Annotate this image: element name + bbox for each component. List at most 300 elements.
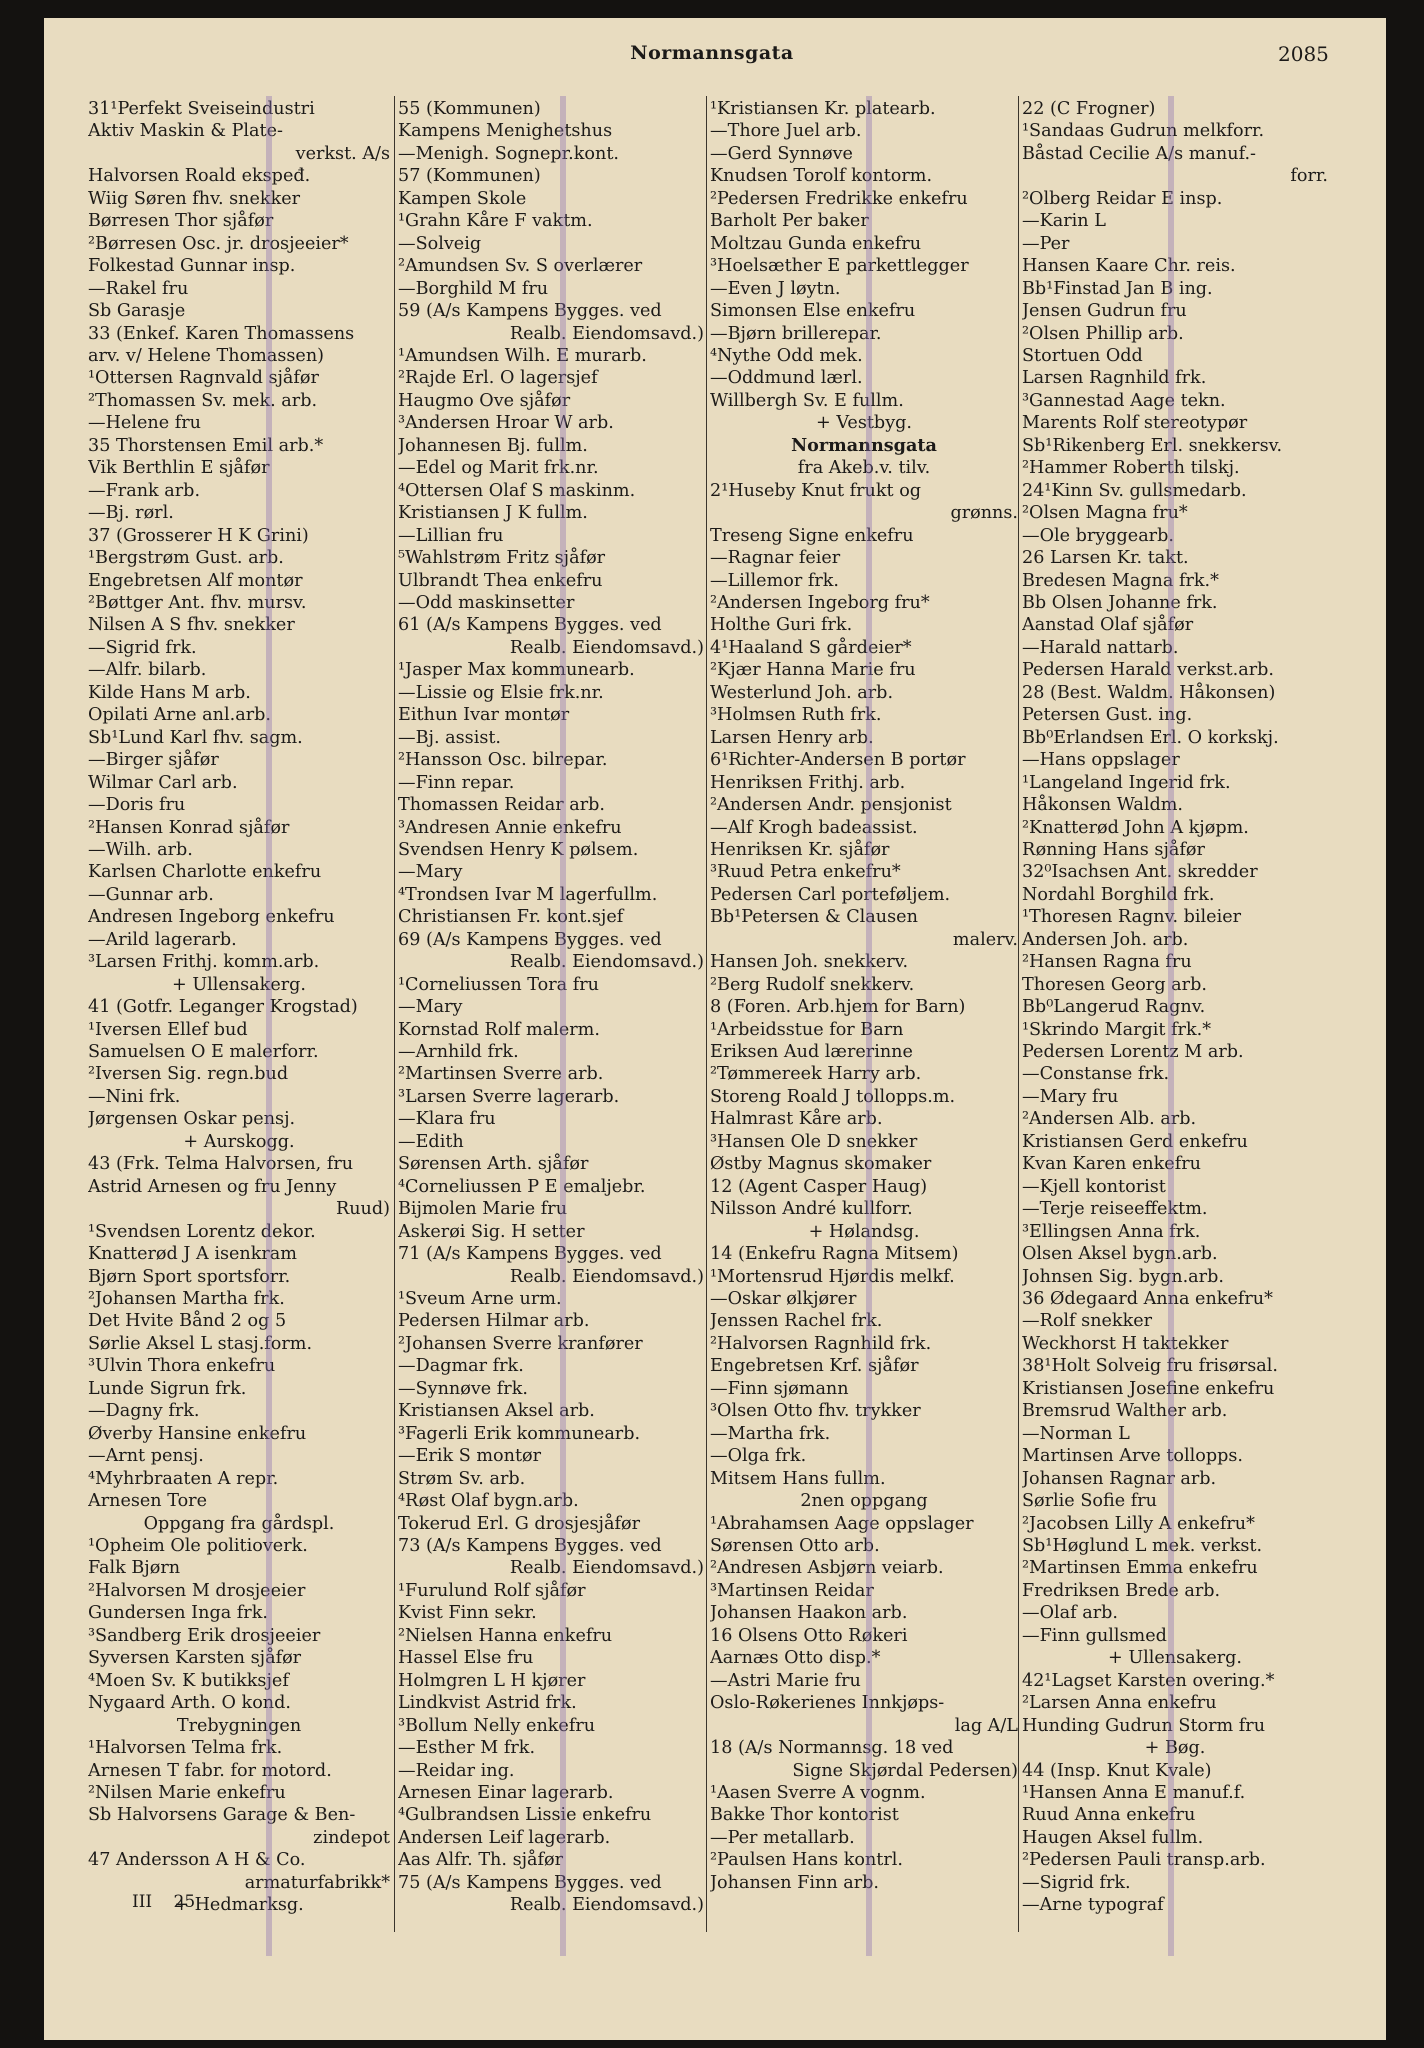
entry-line: ²Nilsen Marie enkefru bbox=[88, 1782, 286, 1803]
entry-line: Falk Bjørn bbox=[88, 1558, 181, 1579]
entry-line: Normannsgata bbox=[791, 434, 937, 456]
entry-line: ²Andersen Ingeborg fru* bbox=[710, 592, 930, 613]
entry-line: + Hedmarksg. bbox=[174, 1895, 304, 1916]
entry-line: ²Pedersen Fredrikke enkefru bbox=[710, 188, 968, 209]
entry-line: ²Berg Rudolf snekkerv. bbox=[710, 974, 915, 995]
entry-line: ³Fagerli Erik kommunearb. bbox=[398, 1423, 641, 1444]
entry-line: ²Amundsen Sv. S overlærer bbox=[398, 256, 643, 277]
entry-line: Sb¹Høglund L mek. verkst. bbox=[1022, 1536, 1263, 1556]
entry-line: 47 Andersson A H & Co. bbox=[88, 1850, 306, 1871]
entry-line: Engebretsen Krf. sjåfør bbox=[710, 1356, 919, 1377]
entry-line: —Oskar ølkjører bbox=[710, 1289, 857, 1310]
entry-line: ²Børresen Osc. jr. drosjeeier* bbox=[88, 233, 349, 254]
entry-line: Kvan Karen enkefru bbox=[1022, 1154, 1201, 1175]
entry-line: —Per metallarb. bbox=[710, 1827, 855, 1848]
entry-line: Astrid Arnesen og fru Jenny bbox=[88, 1176, 337, 1197]
entry-line: + Vestbyg. bbox=[816, 413, 912, 434]
entry-line: ⁴Ottersen Olaf S maskinm. bbox=[398, 480, 636, 501]
entry-line: Bb¹Finstad Jan B ing. bbox=[1022, 278, 1213, 299]
entry-line: Bremsrud Walther arb. bbox=[1022, 1401, 1228, 1422]
entry-line: Wilmar Carl arb. bbox=[88, 772, 238, 793]
entry-line: Arnesen Einar lagerarb. bbox=[398, 1782, 614, 1803]
entry-line: —Helene fru bbox=[88, 413, 201, 434]
entry-line: 41 (Gotfr. Leganger Krogstad) bbox=[88, 997, 358, 1018]
entry-line: Pedersen Carl porteføljem. bbox=[710, 884, 951, 905]
entry-line: ¹Bergstrøm Gust. arb. bbox=[88, 548, 284, 569]
entry-line: Martinsen Arve tollopps. bbox=[1022, 1446, 1244, 1467]
entry-line: Simonsen Else enkefru bbox=[710, 301, 916, 322]
entry-line: ³Bollum Nelly enkefru bbox=[398, 1715, 596, 1736]
entry-line: 44 (Insp. Knut Kvale) bbox=[1022, 1760, 1212, 1781]
entry-line: Bb¹Petersen & Clausen bbox=[710, 907, 918, 928]
entry-line: Sørlie Sofie fru bbox=[1022, 1491, 1157, 1512]
entry-line: Eriksen Aud lærerinne bbox=[710, 1042, 913, 1063]
entry-line: —Alf Krogh badeassist. bbox=[710, 817, 918, 838]
entry-line: —Sigrid frk. bbox=[1022, 1872, 1131, 1893]
entry-line: ²Hansen Ragna fru bbox=[1022, 952, 1192, 973]
entry-line: Bb Olsen Johanne frk. bbox=[1022, 592, 1218, 613]
entry-line: —Frank arb. bbox=[88, 480, 201, 501]
entry-line: ¹Abrahamsen Aage oppslager bbox=[710, 1513, 974, 1534]
entry-line: Sørensen Otto arb. bbox=[710, 1536, 880, 1556]
entry-line: Jensen Gudrun fru bbox=[1022, 301, 1187, 322]
entry-line: ²Andersen Alb. arb. bbox=[1022, 1109, 1197, 1130]
entry-line: Karlsen Charlotte enkefru bbox=[88, 862, 322, 883]
entry-line: ³Larsen Sverre lagerarb. bbox=[398, 1086, 620, 1107]
entry-line: Aarnæs Otto disp.* bbox=[710, 1648, 881, 1669]
entry-line: Kristiansen Aksel arb. bbox=[398, 1401, 595, 1422]
entry-line: + Bøg. bbox=[1144, 1738, 1206, 1759]
entry-line: Tokerud Erl. G drosjesjåfør bbox=[398, 1513, 640, 1534]
entry-line: ²Iversen Sig. regn.bud bbox=[88, 1064, 289, 1085]
entry-line: Barholt Per baker bbox=[710, 211, 869, 232]
entry-line: arv. v/ Helene Thomassen) bbox=[88, 345, 325, 366]
entry-line: —Mary bbox=[398, 862, 463, 883]
entry-line: 24¹Kinn Sv. gullsmedarb. bbox=[1022, 480, 1247, 501]
entry-line: —Terje reiseeffektm. bbox=[1022, 1199, 1208, 1220]
entry-line: —Esther M frk. bbox=[398, 1738, 536, 1759]
entry-line: Oslo-Røkerienes Innkjøps- bbox=[710, 1693, 945, 1714]
entry-line: Mitsem Hans fullm. bbox=[710, 1468, 886, 1489]
entry-line: zindepot bbox=[313, 1827, 390, 1848]
entry-line: ⁴Moen Sv. K butikksjef bbox=[88, 1670, 289, 1691]
entry-line: ⁴Myhrbraaten A repr. bbox=[88, 1468, 279, 1489]
entry-line: ¹Kristiansen Kr. platearb. bbox=[710, 99, 936, 119]
entry-line: Pedersen Hilmar arb. bbox=[398, 1311, 590, 1332]
entry-line: Kristiansen J K fullm. bbox=[398, 503, 588, 524]
entry-line: —Norman L bbox=[1022, 1423, 1130, 1444]
entry-line: ¹Halvorsen Telma frk. bbox=[88, 1738, 283, 1759]
entry-line: —Per bbox=[1022, 233, 1070, 254]
entry-line: 36 Ødegaard Anna enkefru* bbox=[1022, 1289, 1273, 1310]
entry-line: ²Paulsen Hans kontrl. bbox=[710, 1850, 903, 1871]
entry-line: Ruud) bbox=[335, 1199, 390, 1220]
entry-line: Østby Magnus skomaker bbox=[710, 1154, 932, 1175]
entry-line: 69 (A/s Kampens Bygges. ved bbox=[398, 929, 662, 950]
entry-line: Kampen Skole bbox=[398, 188, 527, 209]
entry-line: —Nini frk. bbox=[88, 1086, 181, 1107]
entry-line: —Kjell kontorist bbox=[1022, 1176, 1166, 1197]
entry-line: Sb¹Lund Karl fhv. sagm. bbox=[88, 727, 303, 748]
entry-line: Halvorsen Roald ekspeđ. bbox=[88, 166, 311, 187]
entry-line: —Synnøve frk. bbox=[398, 1378, 528, 1399]
entry-line: —Dagny frk. bbox=[88, 1401, 200, 1422]
entry-line: —Klara fru bbox=[398, 1109, 496, 1130]
entry-line: Øverby Hansine enkefru bbox=[88, 1423, 307, 1444]
entry-line: —Oddmund lærl. bbox=[710, 368, 863, 389]
entry-line: Henriksen Kr. sjåfør bbox=[710, 839, 890, 860]
entry-line: 2nen oppgang bbox=[800, 1491, 928, 1512]
entry-line: Sb Garasje bbox=[88, 301, 186, 322]
entry-line: Storeng Roald J tollopps.m. bbox=[710, 1086, 956, 1107]
entry-line: Treseng Signe enkefru bbox=[710, 525, 914, 546]
entry-line: ²Bøttger Ant. fhv. mursv. bbox=[88, 592, 307, 613]
entry-line: Henriksen Frithj. arb. bbox=[710, 772, 906, 793]
entry-line: ¹Amundsen Wilh. E murarb. bbox=[398, 345, 647, 366]
entry-line: ²Hammer Roberth tilskj. bbox=[1022, 458, 1240, 479]
entry-line: —Finn sjømann bbox=[710, 1378, 849, 1399]
entry-line: Askerøi Sig. H setter bbox=[398, 1221, 585, 1242]
entry-line: —Borghild M fru bbox=[398, 278, 549, 299]
entry-line: ²Kjær Hanna Marie fru bbox=[710, 660, 916, 681]
entry-line: —Lillemor frk. bbox=[710, 570, 840, 591]
entry-line: —Arne typograf bbox=[1022, 1895, 1164, 1916]
entry-line: ³Andersen Hroar W arb. bbox=[398, 413, 614, 434]
entry-line: Nilsen A S fhv. snekker bbox=[88, 615, 295, 636]
entry-line: ¹Grahn Kåre F vaktm. bbox=[398, 211, 593, 232]
entry-line: 28 (Best. Waldm. Håkonsen) bbox=[1022, 682, 1276, 703]
entry-line: —Edith bbox=[398, 1131, 464, 1152]
entry-line: Lunde Sigrun frk. bbox=[88, 1378, 247, 1399]
entry-line: —Mary fru bbox=[1022, 1086, 1119, 1107]
entry-line: Vik Berthlin E sjåfør bbox=[88, 458, 270, 479]
entry-line: —Bj. rørl. bbox=[88, 503, 174, 524]
entry-line: —Lissie og Elsie frk.nr. bbox=[398, 682, 604, 703]
entry-line: 61 (A/s Kampens Bygges. ved bbox=[398, 615, 662, 636]
entry-line: ⁴Corneliussen P E emaljebr. bbox=[398, 1176, 646, 1197]
entry-line: 16 Olsens Otto Røkeri bbox=[710, 1625, 908, 1646]
entry-line: Haugen Aksel fullm. bbox=[1022, 1827, 1204, 1848]
entry-line: —Arnt pensj. bbox=[88, 1446, 204, 1467]
entry-line: Bb⁰Erlandsen Erl. O korkskj. bbox=[1022, 727, 1279, 748]
entry-line: ²Andersen Andr. pensjonist bbox=[710, 795, 952, 816]
entry-line: ¹Mortensrud Hjørdis melkf. bbox=[710, 1266, 955, 1287]
entry-line: 43 (Frk. Telma Halvorsen, fru bbox=[88, 1154, 354, 1175]
entry-line: —Sigrid frk. bbox=[88, 637, 197, 658]
entry-line: —Astri Marie fru bbox=[710, 1670, 861, 1691]
entry-line: —Rakel fru bbox=[88, 278, 189, 299]
entry-line: Larsen Henry arb. bbox=[710, 727, 874, 748]
entry-line: —Harald nattarb. bbox=[1022, 637, 1179, 658]
entry-line: ⁴Nythe Odd mek. bbox=[710, 345, 863, 366]
entry-line: Svendsen Henry K pølsem. bbox=[398, 839, 639, 860]
entry-line: —Edel og Marit frk.nr. bbox=[398, 458, 599, 479]
entry-line: —Arild lagerarb. bbox=[88, 929, 237, 950]
entry-line: ¹Furulund Rolf sjåfør bbox=[398, 1580, 586, 1601]
entry-line: Halmrast Kåre arb. bbox=[710, 1109, 883, 1130]
entry-line: Aktiv Maskin & Plate- bbox=[88, 121, 283, 142]
entry-line: Realb. Eiendomsavd.) bbox=[509, 1895, 704, 1916]
entry-line: 2¹Huseby Knut frukt og bbox=[710, 480, 922, 501]
entry-line: ²Andresen Asbjørn veiarb. bbox=[710, 1558, 944, 1579]
column-rule bbox=[1018, 96, 1019, 1932]
entry-line: 26 Larsen Kr. takt. bbox=[1022, 548, 1189, 569]
entry-line: 75 (A/s Kampens Bygges. ved bbox=[398, 1872, 662, 1893]
entry-line: 55 (Kommunen) bbox=[398, 99, 541, 119]
entry-line: grønns. bbox=[950, 503, 1018, 524]
entry-line: ¹Ottersen Ragnvald sjåfør bbox=[88, 368, 319, 389]
entry-line: Bb⁰Langerud Ragnv. bbox=[1022, 997, 1206, 1018]
entry-line: Westerlund Joh. arb. bbox=[710, 682, 894, 703]
entry-line: forr. bbox=[1290, 166, 1328, 187]
entry-line: ²Halvorsen Ragnhild frk. bbox=[710, 1333, 932, 1354]
entry-line: Johnsen Sig. bygn.arb. bbox=[1022, 1266, 1224, 1287]
entry-line: Trebygningen bbox=[176, 1715, 302, 1736]
entry-line: Sb¹Rikenberg Erl. snekkersv. bbox=[1022, 435, 1283, 456]
entry-line: Realb. Eiendomsavd.) bbox=[509, 1558, 704, 1579]
entry-line: Ulbrandt Thea enkefru bbox=[398, 570, 603, 591]
entry-line: ⁴Trondsen Ivar M lagerfullm. bbox=[398, 884, 658, 905]
entry-line: —Finn repar. bbox=[398, 772, 515, 793]
entry-line: ⁵Wahlstrøm Fritz sjåfør bbox=[398, 548, 606, 569]
entry-line: ³Hansen Ole D snekker bbox=[710, 1131, 918, 1152]
entry-line: ²Halvorsen M drosjeeier bbox=[88, 1580, 306, 1601]
entry-line: Stortuen Odd bbox=[1022, 345, 1143, 366]
entry-line: —Menigh. Sognepr.kont. bbox=[398, 143, 619, 164]
entry-line: Sørlie Aksel L stasj.form. bbox=[88, 1333, 313, 1354]
entry-line: Kvist Finn sekr. bbox=[398, 1603, 537, 1624]
entry-line: Håkonsen Waldm. bbox=[1022, 795, 1183, 816]
column-rule bbox=[394, 96, 395, 1932]
entry-line: malerv. bbox=[952, 929, 1018, 950]
entry-line: Signe Skjørdal Pedersen) bbox=[792, 1760, 1018, 1781]
ink-mark bbox=[560, 96, 566, 1956]
entry-line: 12 (Agent Casper Haug) bbox=[710, 1176, 928, 1197]
entry-line: 33 (Enkef. Karen Thomassens bbox=[88, 323, 355, 344]
entry-line: —Thore Juel arb. bbox=[710, 121, 862, 142]
entry-line: 73 (A/s Kampens Bygges. ved bbox=[398, 1536, 662, 1556]
entry-line: Lindkvist Astrid frk. bbox=[398, 1693, 577, 1714]
entry-line: Nilsson André kullforr. bbox=[710, 1199, 913, 1220]
entry-line: ²Hansson Osc. bilrepar. bbox=[398, 750, 608, 771]
entry-line: ²Olberg Reidar E insp. bbox=[1022, 188, 1223, 209]
entry-line: ³Gannestad Aage tekn. bbox=[1022, 390, 1226, 411]
entry-line: ²Thomassen Sv. mek. arb. bbox=[88, 390, 318, 411]
entry-line: —Odd maskinsetter bbox=[398, 592, 575, 613]
entry-line: ¹Langeland Ingerid frk. bbox=[1022, 772, 1231, 793]
entry-line: Aanstad Olaf sjåfør bbox=[1022, 615, 1194, 636]
column-3 bbox=[710, 98, 1018, 1894]
entry-line: ¹Skrindo Margit frk.* bbox=[1022, 1019, 1212, 1040]
entry-line: —Karin L bbox=[1022, 211, 1106, 232]
entry-line: ³Ulvin Thora enkefru bbox=[88, 1356, 276, 1377]
entry-line: Aas Alfr. Th. sjåfør bbox=[398, 1850, 564, 1871]
entry-line: ²Olsen Magna fru* bbox=[1022, 503, 1188, 524]
entry-line: Nygaard Arth. O kond. bbox=[88, 1693, 291, 1714]
entry-line: —Rolf snekker bbox=[1022, 1311, 1153, 1332]
ink-mark bbox=[266, 96, 272, 1956]
entry-line: Haugmo Ove sjåfør bbox=[398, 390, 571, 411]
entry-line: —Gunnar arb. bbox=[88, 884, 214, 905]
entry-line: ¹Sveum Arne urm. bbox=[398, 1289, 562, 1310]
entry-line: —Bj. assist. bbox=[398, 727, 502, 748]
entry-line: Bijmolen Marie fru bbox=[398, 1199, 568, 1220]
column-rule bbox=[706, 96, 707, 1932]
entry-line: ²Johansen Sverre kranfører bbox=[398, 1333, 643, 1354]
entry-line: fra Akeb.v. tilv. bbox=[797, 458, 931, 479]
entry-line: —Erik S montør bbox=[398, 1446, 542, 1467]
entry-line: Hansen Kaare Chr. reis. bbox=[1022, 256, 1236, 277]
entry-line: ⁴Røst Olaf bygn.arb. bbox=[398, 1491, 579, 1512]
entry-line: —Lillian fru bbox=[398, 525, 504, 546]
entry-line: Hunding Gudrun Storm fru bbox=[1022, 1715, 1266, 1736]
entry-line: Bakke Thor kontorist bbox=[710, 1805, 899, 1826]
entry-line: Johansen Finn arb. bbox=[710, 1872, 880, 1893]
entry-line: Knatterød J A isenkram bbox=[88, 1244, 297, 1265]
entry-line: Kornstad Rolf malerm. bbox=[398, 1019, 600, 1040]
entry-line: Gundersen Inga frk. bbox=[88, 1603, 268, 1624]
entry-line: Folkestad Gunnar insp. bbox=[88, 256, 296, 277]
entry-line: 8 (Foren. Arb.hjem for Barn) bbox=[710, 997, 966, 1018]
entry-line: Kristiansen Gerd enkefru bbox=[1022, 1131, 1248, 1152]
entry-line: ¹Jasper Max kommunearb. bbox=[398, 660, 635, 681]
entry-line: Moltzau Gunda enkefru bbox=[710, 233, 922, 254]
entry-line: Opilati Arne anl.arb. bbox=[88, 705, 271, 726]
entry-line: ²Tømmereek Harry arb. bbox=[710, 1064, 922, 1085]
column-4 bbox=[1022, 98, 1328, 1917]
entry-line: Andersen Leif lagerarb. bbox=[398, 1827, 611, 1848]
entry-line: ³Olsen Otto fhv. trykker bbox=[710, 1401, 921, 1422]
entry-line: Jenssen Rachel frk. bbox=[710, 1311, 883, 1332]
entry-line: ²Olsen Phillip arb. bbox=[1022, 323, 1184, 344]
entry-line: + Hølandsg. bbox=[808, 1221, 920, 1242]
entry-line: ¹Thoresen Ragnv. bileier bbox=[1022, 907, 1242, 928]
ink-mark bbox=[866, 96, 872, 1956]
entry-line: Syversen Karsten sjåfør bbox=[88, 1648, 302, 1669]
entry-line: ²Pedersen Pauli transp.arb. bbox=[1022, 1850, 1266, 1871]
entry-line: Samuelsen O E malerforr. bbox=[88, 1042, 319, 1063]
entry-line: ¹Iversen Ellef bud bbox=[88, 1019, 248, 1040]
entry-line: 4¹Haaland S gårdeier* bbox=[710, 637, 912, 658]
entry-line: ³Ruud Petra enkefru* bbox=[710, 862, 901, 883]
entry-line: Petersen Gust. ing. bbox=[1022, 705, 1193, 726]
entry-line: ³Hoelsæther E parkettlegger bbox=[710, 256, 969, 277]
entry-line: ¹Arbeidsstue for Barn bbox=[710, 1019, 904, 1040]
entry-line: Wiig Søren fhv. snekker bbox=[88, 188, 301, 209]
entry-line: Andresen Ingeborg enkefru bbox=[88, 907, 335, 928]
entry-line: Andersen Joh. arb. bbox=[1022, 929, 1189, 950]
page-footer: III 25 bbox=[132, 1892, 196, 1912]
entry-line: —Bjørn brillerepar. bbox=[710, 323, 882, 344]
entry-line: Eithun Ivar montør bbox=[398, 705, 570, 726]
entry-line: ²Hansen Konrad sjåfør bbox=[88, 817, 290, 838]
entry-line: Realb. Eiendomsavd.) bbox=[509, 637, 704, 658]
column-2 bbox=[398, 98, 704, 1917]
entry-line: Larsen Ragnhild frk. bbox=[1022, 368, 1207, 389]
entry-line: Børresen Thor sjåfør bbox=[88, 211, 274, 232]
entry-line: Sb Halvorsens Garage & Ben- bbox=[88, 1805, 356, 1826]
entry-line: 32⁰Isachsen Ant. skredder bbox=[1022, 862, 1258, 883]
ink-mark bbox=[1168, 96, 1174, 1956]
entry-line: 38¹Holt Solveig fru frisørsal. bbox=[1022, 1356, 1278, 1377]
entry-line: Fredriksen Brede arb. bbox=[1022, 1580, 1221, 1601]
entry-line: —Wilh. arb. bbox=[88, 839, 193, 860]
entry-line: —Olga frk. bbox=[710, 1446, 807, 1467]
entry-line: —Olaf arb. bbox=[1022, 1603, 1118, 1624]
entry-line: Marents Rolf stereotypør bbox=[1022, 413, 1248, 434]
entry-line: lag A/L bbox=[954, 1715, 1018, 1736]
entry-line: Holmgren L H kjører bbox=[398, 1670, 586, 1691]
entry-line: Arnesen Tore bbox=[88, 1491, 208, 1512]
entry-line: ¹Svendsen Lorentz dekor. bbox=[88, 1221, 316, 1242]
entry-line: 59 (A/s Kampens Bygges. ved bbox=[398, 301, 662, 322]
entry-line: 71 (A/s Kampens Bygges. ved bbox=[398, 1244, 662, 1265]
entry-line: ³Andresen Annie enkefru bbox=[398, 817, 622, 838]
entry-line: ¹Hansen Anna E manuf.f. bbox=[1022, 1782, 1246, 1803]
entry-line: —Ragnar feier bbox=[710, 548, 841, 569]
entry-line: Christiansen Fr. kont.sjef bbox=[398, 907, 624, 928]
entry-line: —Arnhild frk. bbox=[398, 1042, 519, 1063]
entry-line: ²Martinsen Emma enkefru bbox=[1022, 1558, 1258, 1579]
entry-line: Bjørn Sport sportsforr. bbox=[88, 1266, 291, 1287]
entry-line: ³Ellingsen Anna frk. bbox=[1022, 1221, 1201, 1242]
entry-line: Sørensen Arth. sjåfør bbox=[398, 1154, 589, 1175]
entry-line: + Aurskogg. bbox=[183, 1131, 295, 1152]
entry-line: ³Larsen Frithj. komm.arb. bbox=[88, 952, 320, 973]
entry-line: —Dagmar frk. bbox=[398, 1356, 524, 1377]
entry-line: Holthe Guri frk. bbox=[710, 615, 853, 636]
page-title: Normannsgata bbox=[630, 42, 794, 64]
entry-line: Kristiansen Josefine enkefru bbox=[1022, 1378, 1275, 1399]
entry-line: 18 (A/s Normannsg. 18 ved bbox=[710, 1738, 954, 1759]
entry-line: 57 (Kommunen) bbox=[398, 166, 541, 187]
entry-line: Båstad Cecilie A/s manuf.- bbox=[1022, 143, 1256, 164]
entry-line: Ruud Anna enkefru bbox=[1022, 1805, 1196, 1826]
entry-line: Pedersen Lorentz M arb. bbox=[1022, 1042, 1244, 1063]
entry-line: ²Johansen Martha frk. bbox=[88, 1289, 285, 1310]
entry-line: —Mary bbox=[398, 997, 463, 1018]
entry-line: —Even J løytn. bbox=[710, 278, 841, 299]
entry-line: verkst. A/s bbox=[295, 143, 390, 164]
entry-line: ²Knatterød John A kjøpm. bbox=[1022, 817, 1249, 838]
entry-line: ⁴Gulbrandsen Lissie enkefru bbox=[398, 1805, 652, 1826]
entry-line: 31¹Perfekt Sveiseindustri bbox=[88, 99, 315, 119]
entry-line: Kampens Menighetshus bbox=[398, 121, 613, 142]
entry-line: Pedersen Harald verkst.arb. bbox=[1022, 660, 1274, 681]
entry-line: 42¹Lagset Karsten overing.* bbox=[1022, 1670, 1275, 1691]
entry-line: ¹Opheim Ole politioverk. bbox=[88, 1536, 308, 1556]
entry-line: Johansen Haakon arb. bbox=[710, 1603, 908, 1624]
entry-line: ³Holmsen Ruth frk. bbox=[710, 705, 882, 726]
entry-line: + Ullensakerg. bbox=[171, 974, 306, 995]
entry-line: Hassel Else fru bbox=[398, 1648, 534, 1669]
entry-line: Willbergh Sv. E fullm. bbox=[710, 390, 904, 411]
entry-line: Knudsen Torolf kontorm. bbox=[710, 166, 933, 187]
entry-line: Nordahl Borghild frk. bbox=[1022, 884, 1215, 905]
entry-line: Kilde Hans M arb. bbox=[88, 682, 251, 703]
entry-line: —Ole bryggearb. bbox=[1022, 525, 1174, 546]
entry-line: armaturfabrikk* bbox=[244, 1872, 390, 1893]
entry-line: ²Rajde Erl. O lagersjef bbox=[398, 368, 598, 389]
entry-line: —Doris fru bbox=[88, 795, 186, 816]
entry-line: —Reidar ing. bbox=[398, 1760, 515, 1781]
entry-line: Rønning Hans sjåfør bbox=[1022, 839, 1205, 860]
entry-line: Realb. Eiendomsavd.) bbox=[509, 323, 704, 344]
entry-line: Jørgensen Oskar pensj. bbox=[88, 1109, 296, 1130]
entry-line: —Birger sjåfør bbox=[88, 750, 219, 771]
entry-line: ²Nielsen Hanna enkefru bbox=[398, 1625, 613, 1646]
column-1 bbox=[88, 98, 390, 1917]
